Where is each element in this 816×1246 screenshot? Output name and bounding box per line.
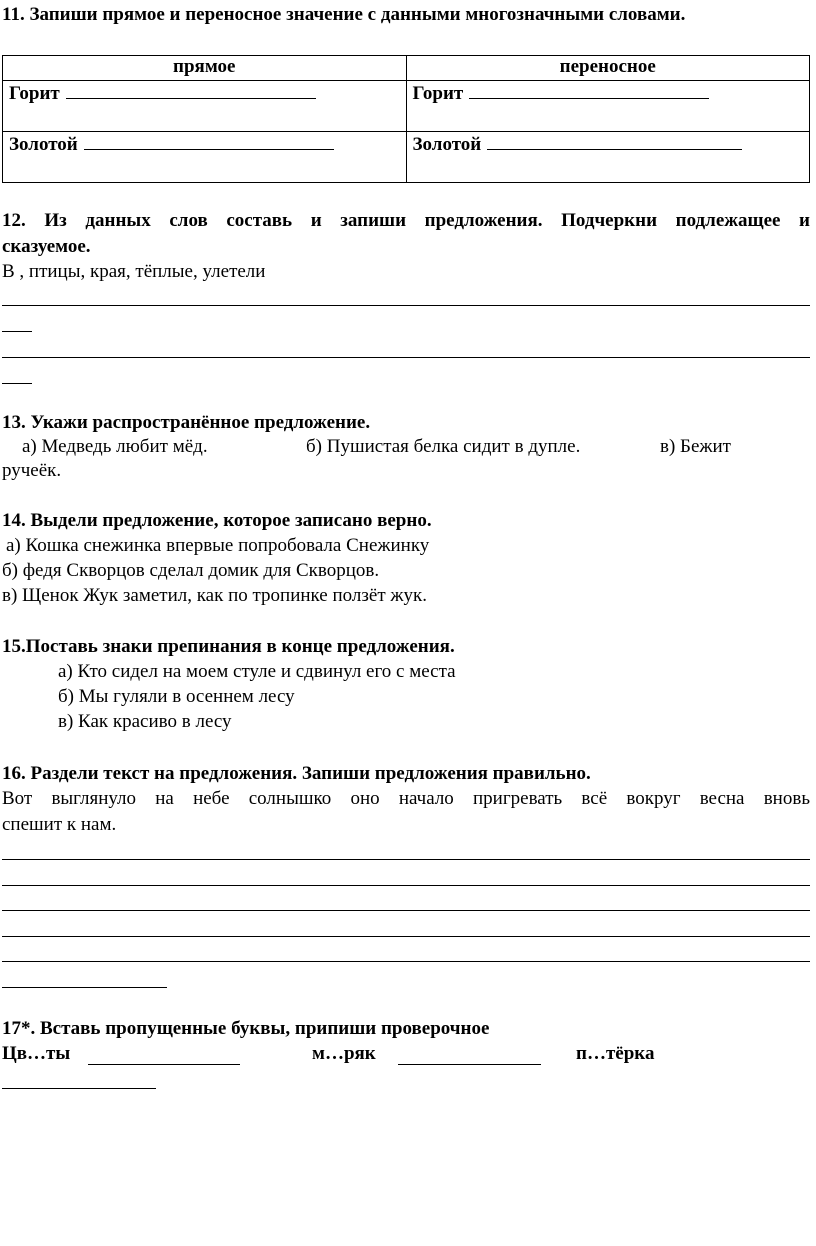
q11-header-direct: прямое: [3, 56, 407, 81]
q11-heading: 11. Запиши прямое и переносное значение с данными многозначными словами.: [2, 4, 686, 25]
q14-option-b: б) федя Скворцов сделал домик для Скворцов.: [2, 560, 380, 581]
q16-text-line2: спешит к нам.: [2, 814, 117, 835]
q11-cell[interactable]: [3, 81, 407, 132]
answer-blank[interactable]: [66, 81, 316, 99]
q11-word: Золотой: [412, 134, 482, 155]
answer-line[interactable]: [2, 357, 810, 358]
q15-heading: 15.Поставь знаки препинания в конце предложения.: [2, 636, 455, 657]
q12-heading-line2: сказуемое.: [2, 236, 91, 257]
q15-option-b: б) Мы гуляли в осеннем лесу: [58, 686, 295, 707]
answer-blank[interactable]: [398, 1064, 541, 1065]
answer-blank[interactable]: [469, 81, 709, 99]
q11-word: Горит: [412, 83, 464, 104]
answer-blank[interactable]: [88, 1064, 240, 1065]
q11-word: Золотой: [9, 134, 78, 155]
q13-option-c: в) Бежит: [660, 436, 731, 457]
q16-heading: 16. Раздели текст на предложения. Запиши предложения правильно.: [2, 763, 591, 784]
q11-cell[interactable]: [406, 81, 810, 132]
answer-line[interactable]: [2, 305, 810, 306]
q11-cell[interactable]: [3, 132, 407, 183]
q12-heading-line1: 12. Из данных слов составь и запиши предложения. Подчеркни подлежащее и: [2, 210, 810, 231]
answer-blank[interactable]: [2, 1088, 156, 1089]
answer-line[interactable]: [2, 859, 810, 860]
answer-line[interactable]: [2, 383, 32, 384]
answer-line[interactable]: [2, 961, 810, 962]
answer-blank[interactable]: [84, 132, 334, 150]
q14-option-a: а) Кошка снежинка впервые попробовала Снежинку: [6, 535, 430, 556]
q15-option-a: а) Кто сидел на моем стуле и сдвинул его с места: [58, 661, 456, 682]
q13-option-a: а) Медведь любит мёд.: [22, 436, 208, 457]
q13-option-c-cont: ручеёк.: [2, 460, 62, 481]
q14-heading: 14. Выдели предложение, которое записано верно.: [2, 510, 432, 531]
q16-text-line1: Вот выглянуло на небе солнышко оно начало пригревать всё вокруг весна вновь: [2, 788, 810, 809]
q17-word-3: п…тёрка: [576, 1043, 655, 1064]
answer-blank[interactable]: [487, 132, 742, 150]
table-row: [3, 81, 810, 132]
answer-line[interactable]: [2, 910, 810, 911]
answer-line[interactable]: [2, 936, 810, 937]
table-row: [3, 132, 810, 183]
q17-word-1: Цв…ты: [2, 1043, 71, 1064]
q13-heading: 13. Укажи распространённое предложение.: [2, 412, 371, 433]
answer-line[interactable]: [2, 987, 167, 988]
answer-line[interactable]: [2, 331, 32, 332]
q15-option-c: в) Как красиво в лесу: [58, 711, 232, 732]
q11-word: Горит: [9, 83, 60, 104]
q11-table-header-row: [3, 56, 810, 81]
q17-word-2: м…ряк: [312, 1043, 376, 1064]
q17-heading: 17*. Вставь пропущенные буквы, припиши проверочное: [2, 1018, 490, 1039]
q14-option-c: в) Щенок Жук заметил, как по тропинке ползёт жук.: [2, 585, 427, 606]
q12-words: В , птицы, края, тёплые, улетели: [2, 261, 266, 282]
q11-header-figurative: переносное: [406, 56, 810, 81]
q11-cell[interactable]: [406, 132, 810, 183]
answer-line[interactable]: [2, 885, 810, 886]
q11-table: [2, 55, 810, 183]
q13-option-b: б) Пушистая белка сидит в дупле.: [306, 436, 581, 457]
